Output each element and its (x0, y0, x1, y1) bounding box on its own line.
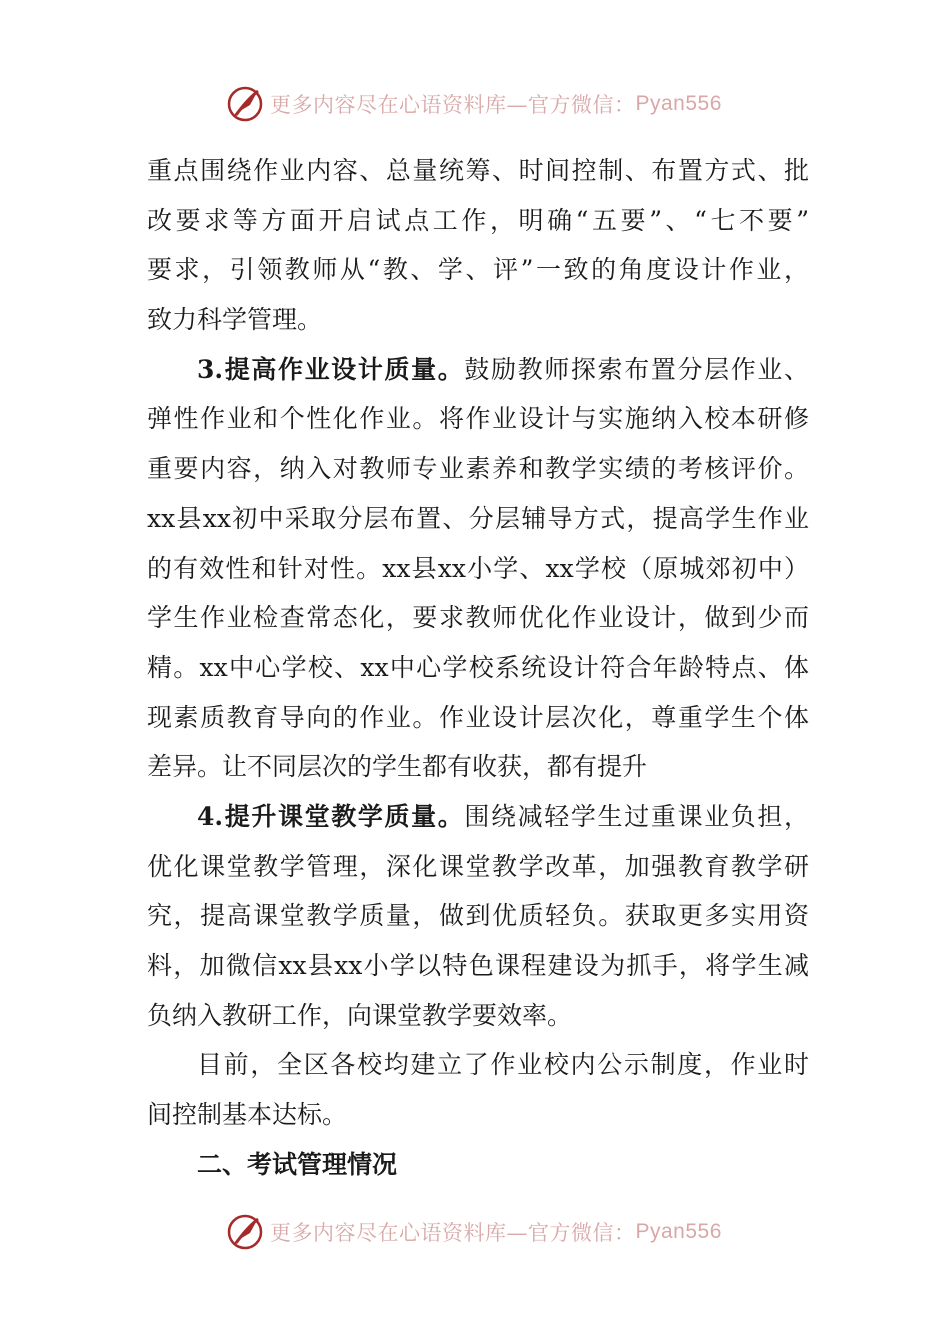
text-line: 要求，引领教师从“教、学、评”一致的角度设计作业， (147, 255, 809, 285)
item-4-paragraph (147, 792, 809, 1040)
quill-logo-icon (226, 1213, 264, 1251)
text-line: 现素质教育导向的作业。作业设计层次化，尊重学生个体 (147, 702, 809, 732)
header-banner-wechat-id: Pyan556 (635, 92, 722, 115)
text-line: 间控制基本达标。 (147, 1100, 348, 1130)
text-line: 料，加微信xx县xx小学以特色课程建设为抓手，将学生减 (147, 951, 809, 980)
text-line: 重点围绕作业内容、总量统筹、时间控制、布置方式、批 (147, 156, 809, 185)
paragraph-5 (147, 1040, 809, 1139)
text-line: 致力科学管理。 (147, 305, 323, 335)
text-line: 改要求等方面开启试点工作，明确“五要”、“七不要” (147, 205, 809, 235)
text-line (147, 345, 809, 395)
text-line: 目前，全区各校均建立了作业校内公示制度，作业时 (197, 1050, 809, 1080)
item-4-first-line: 围绕减轻学生过重课业负担， (464, 801, 809, 831)
document-body (147, 146, 809, 1189)
item-3-paragraph (147, 345, 809, 792)
item-3-first-line: 鼓励教师探索布置分层作业、 (464, 354, 809, 384)
text-line: 差异。让不同层次的学生都有收获，都有提升 (147, 752, 648, 782)
footer-banner-wechat-id: Pyan556 (635, 1220, 722, 1243)
paragraph-1 (147, 146, 809, 345)
item-4-heading: 4.提升课堂教学质量。 (197, 801, 465, 831)
text-line: 重要内容，纳入对教师专业素养和教学实绩的考核评价。 (147, 454, 809, 484)
text-line: 究，提高课堂教学质量，做到优质轻负。获取更多实用资 (147, 901, 809, 931)
quill-logo-icon (226, 85, 264, 123)
text-line: 精。xx中心学校、xx中心学校系统设计符合年龄特点、体 (147, 652, 809, 682)
text-line: 弹性作业和个性化作业。将作业设计与实施纳入校本研修 (147, 404, 809, 434)
item-3-heading: 3.提高作业设计质量。 (197, 354, 465, 384)
text-line: 优化课堂教学管理，深化课堂教学改革，加强教育教学研 (147, 851, 809, 881)
header-banner-text: 更多内容尽在心语资料库—官方微信： (270, 93, 636, 117)
footer-banner (226, 1212, 722, 1252)
text-line (147, 792, 809, 842)
text-line: 的有效性和针对性。xx县xx小学、xx学校（原城郊初中） (147, 553, 809, 583)
section-2-heading: 二、考试管理情况 (197, 1149, 398, 1179)
text-line: 负纳入教研工作，向课堂教学要效率。 (147, 1000, 573, 1030)
text-line: 学生作业检查常态化，要求教师优化作业设计，做到少而 (147, 603, 809, 633)
footer-banner-text: 更多内容尽在心语资料库—官方微信： (270, 1221, 636, 1245)
header-banner (226, 84, 722, 124)
text-line: xx县xx初中采取分层布置、分层辅导方式，提高学生作业 (147, 503, 809, 533)
